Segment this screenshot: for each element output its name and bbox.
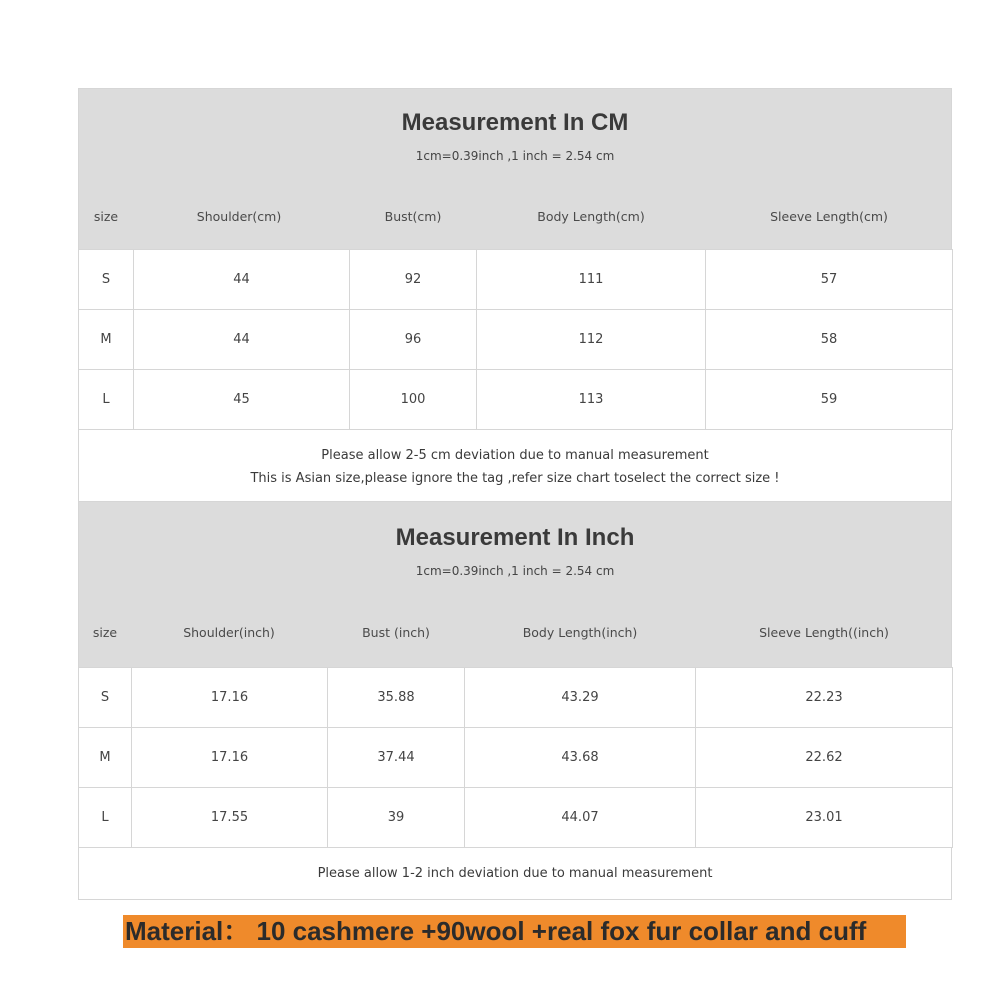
inch-table bbox=[78, 667, 953, 848]
cm-deviation-note bbox=[78, 430, 952, 502]
inch-col-size: size bbox=[92, 625, 118, 640]
table-row bbox=[79, 310, 953, 370]
table-cell: 17.16 bbox=[132, 728, 328, 788]
inch-chart-title: Measurement In Inch bbox=[395, 524, 635, 551]
inch-deviation-note bbox=[78, 848, 952, 900]
table-cell: 96 bbox=[350, 310, 477, 370]
table-row bbox=[79, 370, 953, 430]
inch-size-chart bbox=[78, 501, 952, 900]
cm-col-shoulder: Shoulder(cm) bbox=[196, 209, 282, 224]
table-cell: S bbox=[79, 250, 134, 310]
inch-col-shoulder: Shoulder(inch) bbox=[183, 625, 275, 640]
table-cell: 23.01 bbox=[696, 788, 953, 848]
cm-size-chart bbox=[78, 88, 952, 502]
table-cell: 59 bbox=[706, 370, 953, 430]
table-cell: 35.88 bbox=[328, 668, 465, 728]
table-cell: 58 bbox=[706, 310, 953, 370]
table-row bbox=[79, 728, 953, 788]
table-cell: 112 bbox=[477, 310, 706, 370]
table-row bbox=[79, 250, 953, 310]
table-cell: 44 bbox=[134, 250, 350, 310]
note-line: Please allow 2-5 cm deviation due to manual measurement bbox=[321, 448, 709, 463]
cm-col-sleeve-length: Sleeve Length(cm) bbox=[770, 209, 888, 224]
cm-col-bust: Bust(cm) bbox=[384, 209, 442, 224]
table-cell: S bbox=[79, 668, 132, 728]
cm-col-size: size bbox=[93, 209, 119, 224]
table-cell: 37.44 bbox=[328, 728, 465, 788]
table-cell: 113 bbox=[477, 370, 706, 430]
table-cell: L bbox=[79, 370, 134, 430]
table-cell: 39 bbox=[328, 788, 465, 848]
table-cell: L bbox=[79, 788, 132, 848]
inch-col-bust: Bust (inch) bbox=[362, 625, 430, 640]
cm-col-body-length: Body Length(cm) bbox=[537, 209, 645, 224]
table-cell: 17.55 bbox=[132, 788, 328, 848]
inch-chart-header bbox=[78, 501, 952, 667]
table-cell: 22.23 bbox=[696, 668, 953, 728]
table-row bbox=[79, 668, 953, 728]
material-banner: Material： 10 cashmere +90wool +real fox fur collar and cuff bbox=[123, 915, 906, 948]
table-row bbox=[79, 788, 953, 848]
note-line: Please allow 1-2 inch deviation due to manual measurement bbox=[317, 866, 713, 881]
table-cell: 57 bbox=[706, 250, 953, 310]
inch-conversion-note: 1cm=0.39inch ,1 inch = 2.54 cm bbox=[415, 564, 615, 578]
cm-conversion-note: 1cm=0.39inch ,1 inch = 2.54 cm bbox=[415, 149, 615, 163]
cm-chart-header bbox=[78, 88, 952, 249]
table-cell: 44.07 bbox=[465, 788, 696, 848]
inch-col-body-length: Body Length(inch) bbox=[522, 625, 638, 640]
table-cell: M bbox=[79, 728, 132, 788]
note-line: This is Asian size,please ignore the tag ,refer size chart toselect the correct size ! bbox=[250, 471, 780, 486]
cm-chart-title: Measurement In CM bbox=[401, 109, 629, 136]
table-cell: 111 bbox=[477, 250, 706, 310]
table-cell: 43.68 bbox=[465, 728, 696, 788]
table-cell: 45 bbox=[134, 370, 350, 430]
table-cell: 22.62 bbox=[696, 728, 953, 788]
table-cell: 92 bbox=[350, 250, 477, 310]
cm-table bbox=[78, 249, 953, 430]
inch-col-sleeve-length: Sleeve Length((inch) bbox=[759, 625, 889, 640]
table-cell: 43.29 bbox=[465, 668, 696, 728]
table-cell: M bbox=[79, 310, 134, 370]
table-cell: 17.16 bbox=[132, 668, 328, 728]
table-cell: 44 bbox=[134, 310, 350, 370]
table-cell: 100 bbox=[350, 370, 477, 430]
